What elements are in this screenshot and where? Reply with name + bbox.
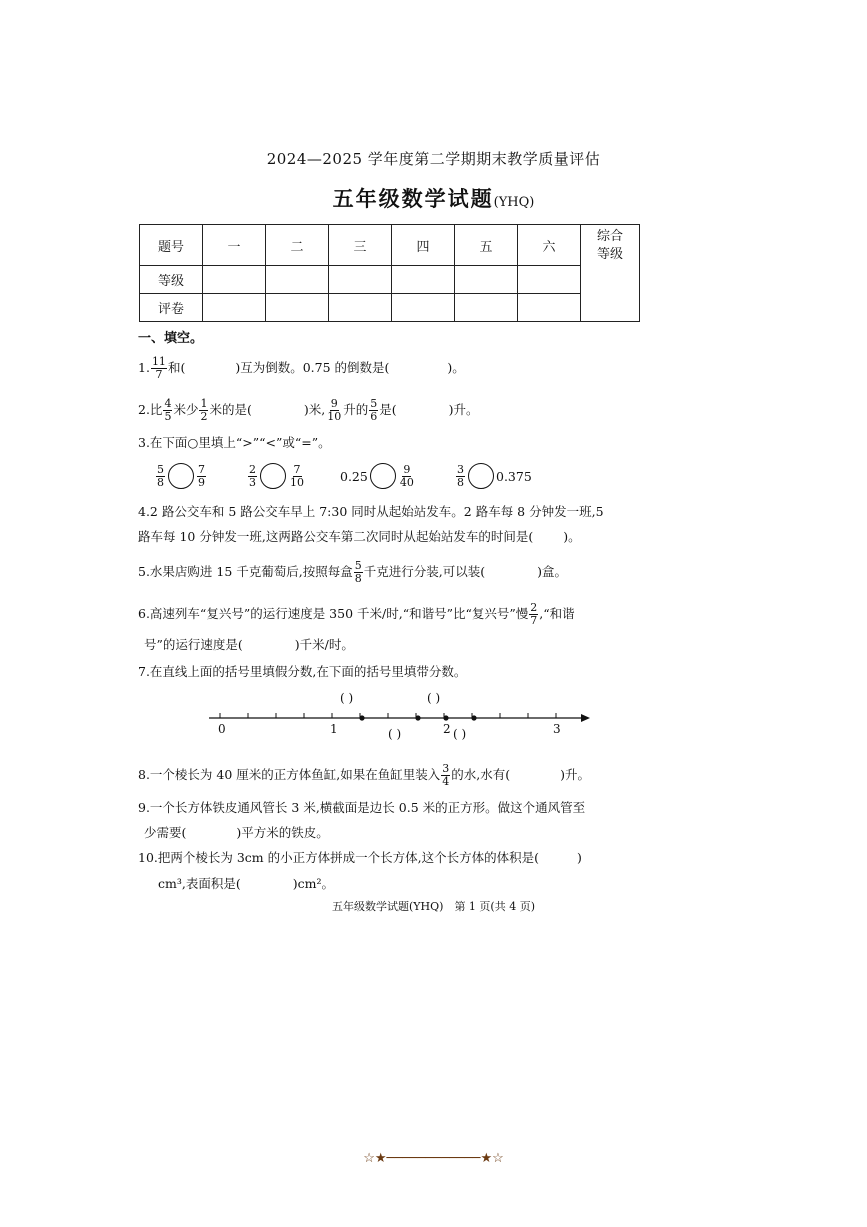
question-9-line-2: 少需要( )平方米的铁皮。	[144, 825, 329, 840]
col-4: 四	[392, 225, 455, 266]
grade-cell[interactable]	[518, 266, 581, 294]
point-d	[471, 715, 476, 720]
tick-label-2: 2	[443, 722, 451, 736]
grade-cell[interactable]	[455, 266, 518, 294]
col-5: 五	[455, 225, 518, 266]
fraction: $\frac{1}{2}$	[200, 397, 208, 423]
question-3: 3.在下面○里填上“>”“<”或“=”。	[138, 435, 331, 450]
fraction: $\frac{11}{7}$	[151, 355, 166, 381]
fraction: $\frac{5}{8}$	[354, 559, 362, 585]
section-title: 一、填空。	[138, 331, 204, 346]
question-6-line-2: 号”的运行速度是( )千米/时。	[144, 637, 354, 652]
tick-label-3: 3	[553, 722, 561, 736]
comparison-item: $\frac{2}{3}$ $\frac{7}{10}$	[249, 462, 304, 489]
grader-cell[interactable]	[455, 294, 518, 322]
compare-circle[interactable]	[370, 463, 396, 489]
question-10-line-1: 10.把两个棱长为 3cm 的小正方体拼成一个长方体,这个长方体的体积是( )	[138, 850, 582, 865]
tick-label-1: 1	[330, 722, 338, 736]
row-label-grader: 评卷	[140, 294, 203, 322]
decorative-divider: ☆★────────────★☆	[363, 1151, 504, 1166]
lower-bracket-2[interactable]: ( )	[453, 727, 467, 741]
comparison-row	[155, 463, 575, 493]
grader-cell[interactable]	[518, 294, 581, 322]
comparison-item: $\frac{5}{8}$ $\frac{7}{9}$	[157, 462, 205, 489]
row-label-grade: 等级	[140, 266, 203, 294]
comparison-item: $\frac{3}{8}$ 0.375	[457, 462, 532, 489]
col-3: 三	[329, 225, 392, 266]
col-2: 二	[266, 225, 329, 266]
exam-header-line: 2024—2025 学年度第二学期期末教学质量评估	[266, 150, 601, 168]
row-label-question: 题号	[140, 225, 203, 266]
total-label-1: 综合	[596, 229, 623, 244]
subject-title: 五年级数学试题	[332, 186, 494, 211]
score-table	[139, 224, 640, 322]
question-4-line-2: 路车每 10 分钟发一班,这两路公交车第二次同时从起始站发车的时间是( )。	[138, 529, 581, 544]
grader-cell[interactable]	[329, 294, 392, 322]
fraction: $\frac{4}{5}$	[164, 397, 172, 423]
question-5: 5.水果店购进 15 千克葡萄后,按照每盒 $\frac{5}{8}$ 千克进行分装,可以装( )盒。	[138, 559, 568, 585]
grader-cell[interactable]	[203, 294, 266, 322]
upper-bracket-1[interactable]: ( )	[340, 691, 354, 705]
grade-cell[interactable]	[266, 266, 329, 294]
question-4-line-1: 4.2 路公交车和 5 路公交车早上 7:30 同时从起始站发车。2 路车每 8 分钟发一班,5	[138, 504, 604, 519]
question-7: 7.在直线上面的括号里填假分数,在下面的括号里填带分数。	[138, 664, 467, 679]
question-6-line-1: 6.高速列车“复兴号”的运行速度是 350 千米/时,“和谐号”比“复兴号”慢 $\frac{2}{7}$ ,“和谐	[138, 601, 575, 627]
point-a	[359, 715, 364, 720]
fraction: $\frac{3}{4}$	[442, 762, 450, 788]
question-9-line-1: 9.一个长方体铁皮通风管长 3 米,横截面是边长 0.5 米的正方形。做这个通风管至	[138, 800, 586, 815]
col-6: 六	[518, 225, 581, 266]
grade-cell[interactable]	[203, 266, 266, 294]
lower-bracket-1[interactable]: ( )	[388, 727, 402, 741]
question-1: 1. $\frac{11}{7}$ 和( )互为倒数。0.75 的倒数是( )。	[138, 355, 465, 381]
grade-cell[interactable]	[329, 266, 392, 294]
question-8: 8.一个棱长为 40 厘米的正方体鱼缸,如果在鱼缸里装入 $\frac{3}{4}$ 的水,水有( )升。	[138, 762, 591, 788]
question-10-line-2: cm³,表面积是( )cm²。	[158, 876, 334, 891]
col-1: 一	[203, 225, 266, 266]
grade-cell[interactable]	[392, 266, 455, 294]
grader-cell[interactable]	[266, 294, 329, 322]
total-label-2: 等级	[596, 247, 623, 262]
subject-code: (YHQ)	[493, 195, 535, 210]
page-footer: 五年级数学试题(YHQ) 第 1 页(共 4 页)	[331, 900, 536, 913]
point-b	[415, 715, 420, 720]
question-2: 2.比 $\frac{4}{5}$ 米少 $\frac{1}{2}$ 米的是( )米, $\frac{9}{10}$ 升的 $\frac{5}{6}$ 是( )升。	[138, 397, 479, 423]
number-line	[205, 688, 595, 748]
comparison-item: 0.25 $\frac{9}{40}$	[340, 462, 414, 489]
fraction: $\frac{9}{10}$	[327, 397, 342, 423]
tick-label-0: 0	[218, 722, 226, 736]
page-title	[0, 183, 867, 213]
compare-circle[interactable]	[168, 463, 194, 489]
total-grade-cell	[581, 225, 640, 322]
compare-circle[interactable]	[468, 463, 494, 489]
q1-number: 1.	[138, 360, 150, 375]
compare-circle[interactable]	[260, 463, 286, 489]
grader-cell[interactable]	[392, 294, 455, 322]
upper-bracket-2[interactable]: ( )	[427, 691, 441, 705]
fraction: $\frac{2}{7}$	[530, 601, 538, 627]
fraction: $\frac{5}{6}$	[370, 397, 378, 423]
point-c	[443, 715, 448, 720]
